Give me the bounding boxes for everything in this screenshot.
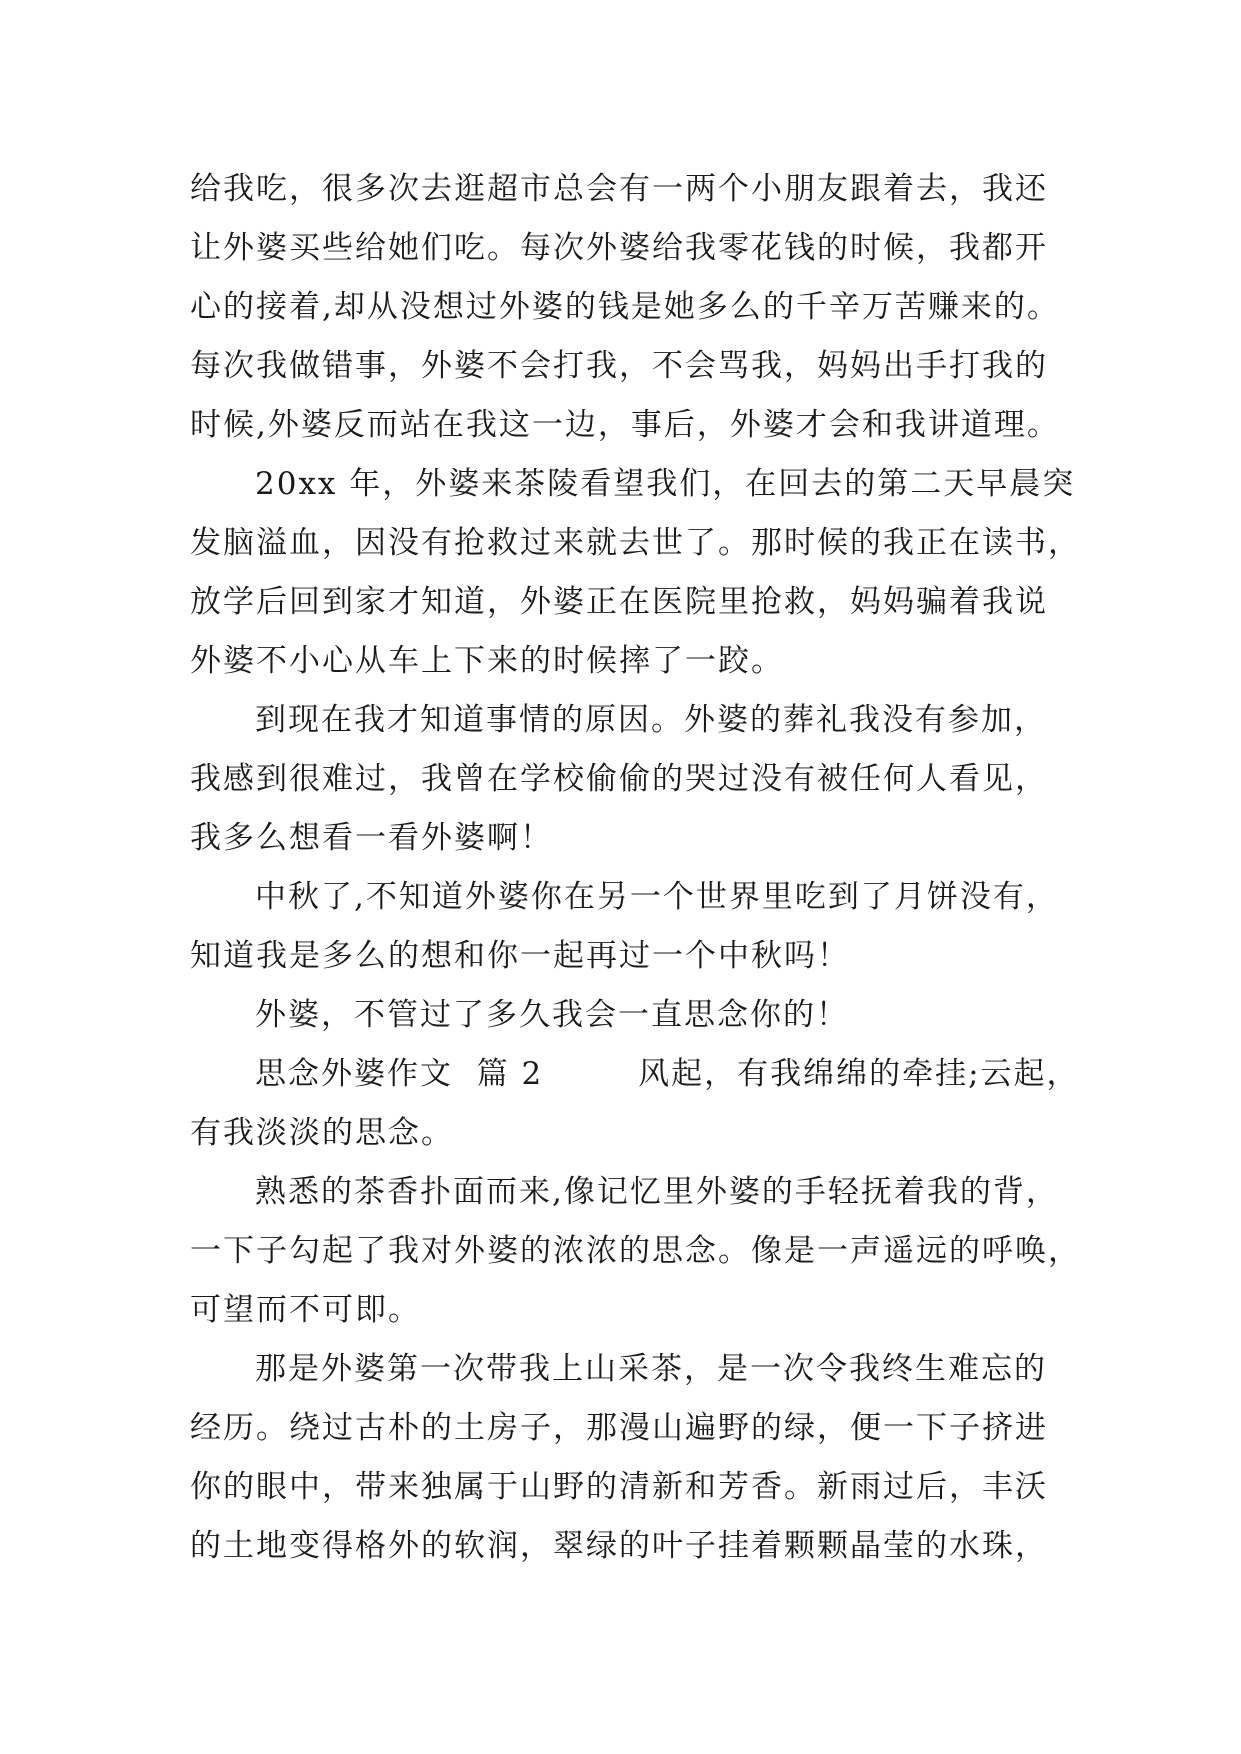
paragraph-start-line: 到现在我才知道事情的原因。外婆的葬礼我没有参加，	[255, 702, 1047, 738]
text-line: 时候,外婆反而站在我这一边，事后，外婆才会和我讲道理。	[190, 407, 1060, 443]
text-line: 可望而不可即。	[190, 1292, 421, 1328]
text-line: 心的接着,却从没想过外婆的钱是她多么的千辛万苦赚来的。	[190, 289, 1060, 325]
text-line: 我多么想看一看外婆啊！	[190, 820, 553, 856]
text-line: 让外婆买些给她们吃。每次外婆给我零花钱的时候，我都开	[190, 230, 1048, 266]
text-line: 给我吃，很多次去逛超市总会有一两个小朋友跟着去，我还	[190, 171, 1048, 207]
text-line: 经历。绕过古朴的土房子，那漫山遍野的绿，便一下子挤进	[190, 1410, 1048, 1446]
text-line: 我感到很难过，我曾在学校偷偷的哭过没有被任何人看见，	[190, 761, 1048, 797]
paragraph-start-line: 20xx 年，外婆来茶陵看望我们，在回去的第二天早晨突	[255, 466, 1076, 502]
paragraph-start-line: 熟悉的茶香扑面而来,像记忆里外婆的手轻抚着我的背，	[255, 1174, 1059, 1210]
text-line: 你的眼中，带来独属于山野的清新和芳香。新雨过后，丰沃	[190, 1469, 1048, 1505]
text-line: 每次我做错事，外婆不会打我，不会骂我，妈妈出手打我的	[190, 348, 1048, 384]
text-line: 发脑溢血，因没有抢救过来就去世了。那时候的我正在读书，	[190, 525, 1081, 561]
text-line: 放学后回到家才知道，外婆正在医院里抢救，妈妈骗着我说	[190, 584, 1048, 620]
text-line: 知道我是多么的想和你一起再过一个中秋吗！	[190, 938, 850, 974]
text-line: 外婆不小心从车上下来的时候摔了一跤。	[190, 643, 784, 679]
text-line: 有我淡淡的思念。	[190, 1115, 454, 1151]
paragraph-start-line: 中秋了,不知道外婆你在另一个世界里吃到了月饼没有，	[255, 879, 1059, 915]
essay-body	[190, 160, 1090, 1576]
paragraph-start-line: 外婆，不管过了多久我会一直思念你的！	[255, 997, 849, 1033]
text-line: 的土地变得格外的软润，翠绿的叶子挂着颗颗晶莹的水珠，	[190, 1528, 1048, 1564]
paragraph-start-line: 那是外婆第一次带我上山采茶，是一次令我终生难忘的	[255, 1351, 1047, 1387]
text-line: 一下子勾起了我对外婆的浓浓的思念。像是一声遥远的呼唤，	[190, 1233, 1081, 1269]
essay-title-line: 思念外婆作文 篇 2 风起，有我绵绵的牵挂;云起，	[255, 1056, 1080, 1092]
